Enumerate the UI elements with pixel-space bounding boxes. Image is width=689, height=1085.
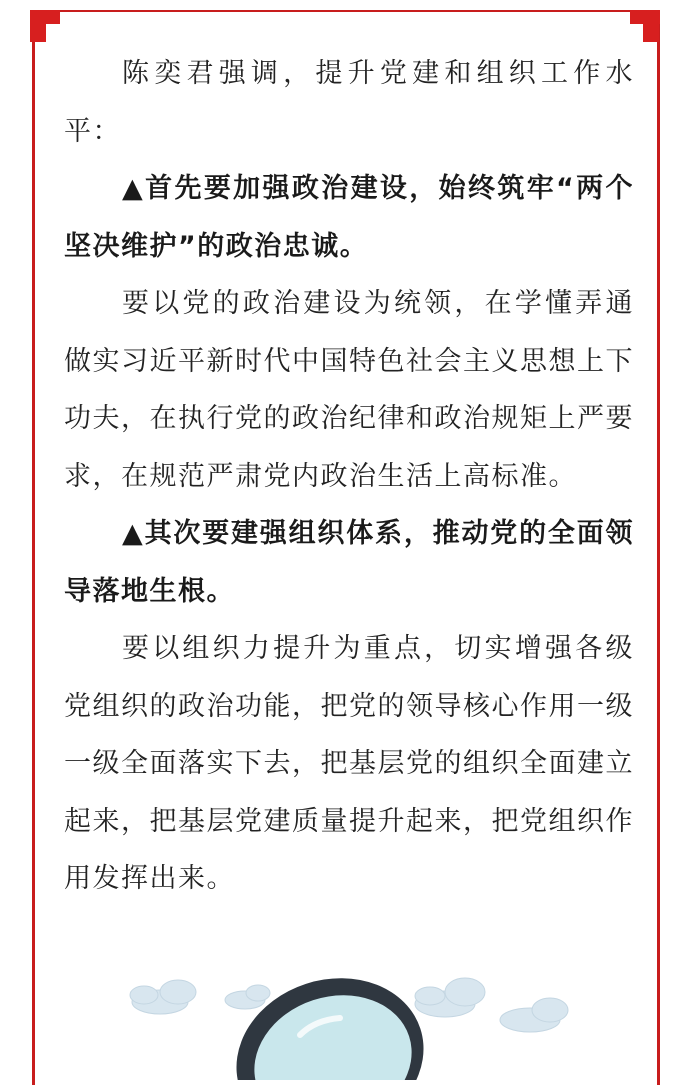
top-right-corner-ornament-bar [630,10,660,24]
organization-system-paragraph: 要以组织力提升为重点，切实增强各级党组织的政治功能，把党的领导核心作用一级一级全面落实下去，把基层党的组织全面建立起来，把基层党建质量提升起来，把党组织作用发挥出来。 [64,633,634,894]
cloud-icon [500,998,568,1032]
cloud-icon [130,980,196,1014]
magnifying-glass-icon [216,954,445,1080]
magnifying-glass-illustration [100,940,600,1080]
cloud-icon [415,978,485,1017]
heading-organization-system: ▲其次要建强组织体系，推动党的全面领导落地生根。 [64,518,634,607]
heading-political-construction: ▲首先要加强政治建设，始终筑牢“两个坚决维护”的政治忠诚。 [64,173,634,262]
cloud-icon [225,985,270,1009]
intro-paragraph: 陈奕君强调，提升党建和组织工作水平： [64,58,634,147]
political-construction-paragraph: 要以党的政治建设为统领，在学懂弄通做实习近平新时代中国特色社会主义思想上下功夫，在执行党的政治纪律和政治规矩上严要求，在规范严肃党内政治生活上高标准。 [64,288,634,492]
article-body [64,45,634,908]
top-left-corner-ornament-bar [30,10,60,24]
